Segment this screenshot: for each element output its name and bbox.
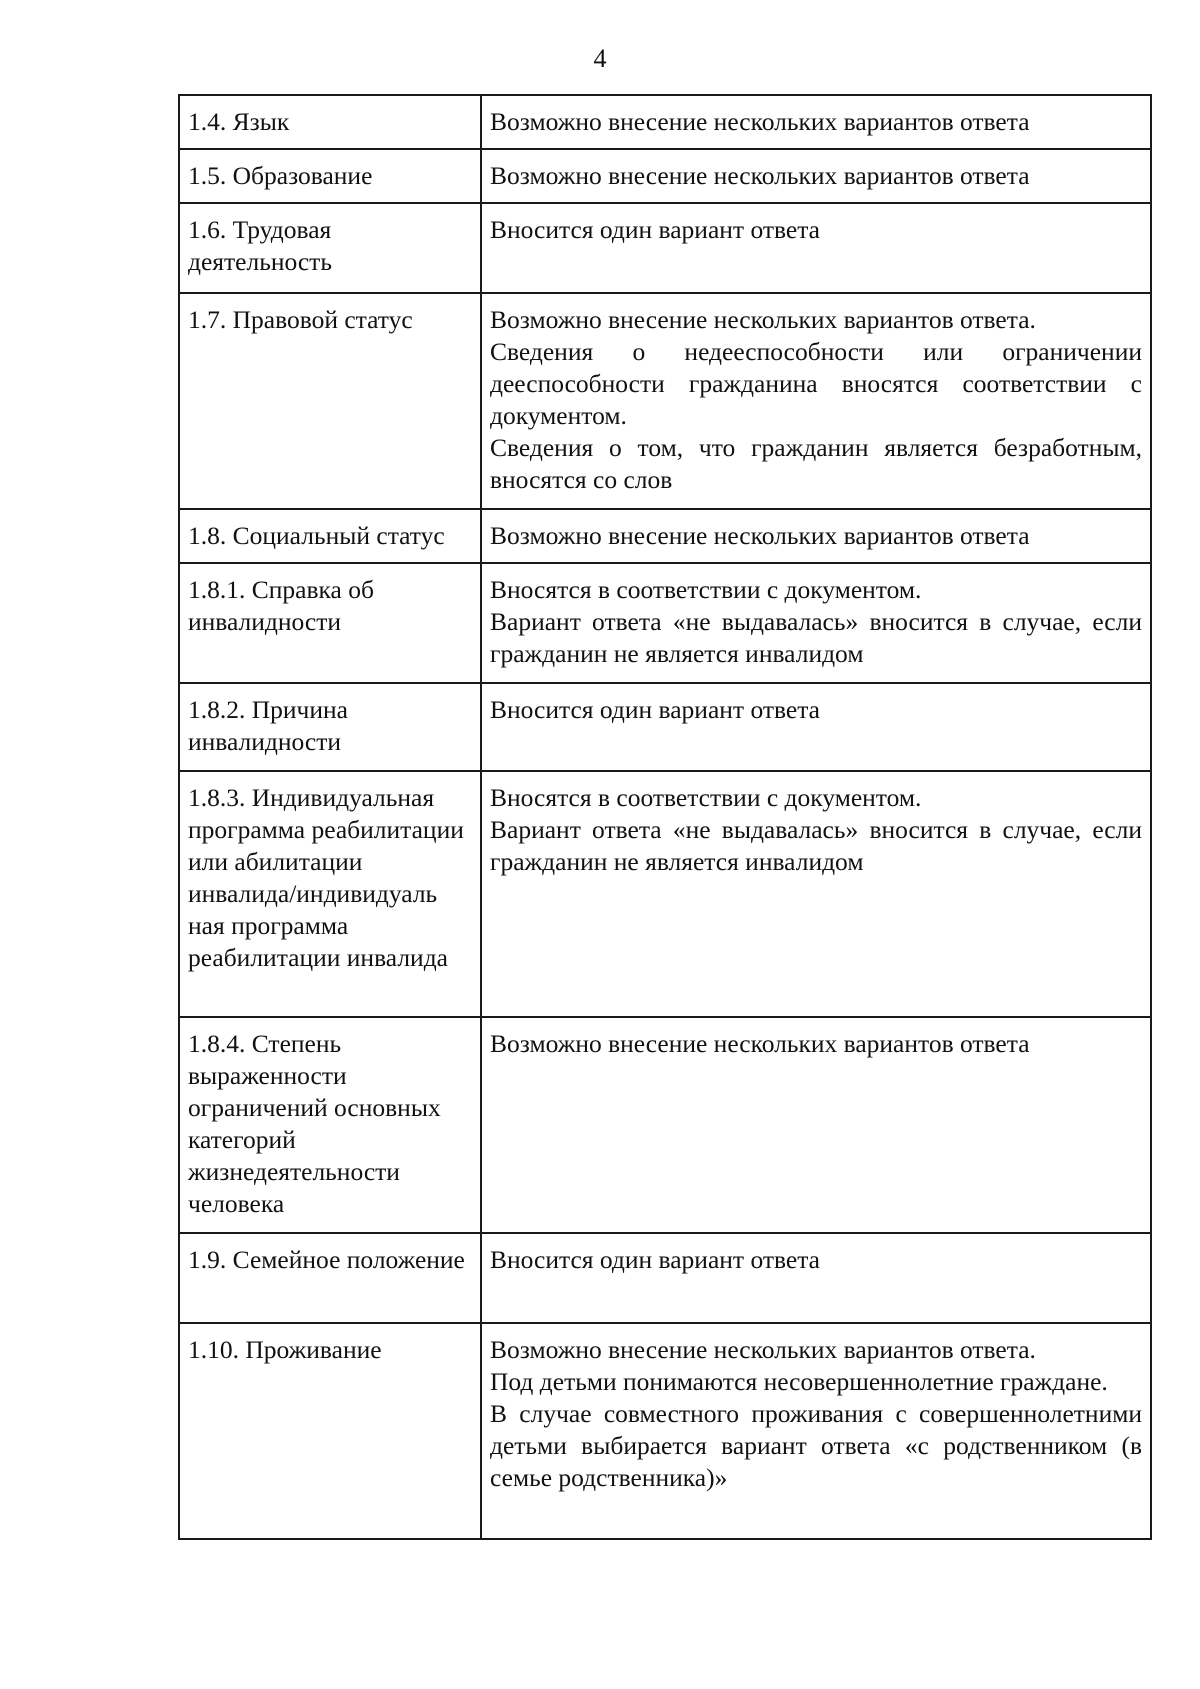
- field-label: 1.8. Социальный статус: [188, 521, 445, 550]
- table-row: [179, 293, 1151, 509]
- table-row: [179, 509, 1151, 563]
- rule-text: Возможно внесение нескольких вариантов ответа.: [490, 305, 1036, 334]
- field-label-cell: [179, 293, 481, 509]
- table-row: [179, 1323, 1151, 1539]
- field-rule-cell: [481, 95, 1151, 149]
- rule-text: В случае совместного проживания с совершеннолетними детьми выбирается вариант ответа «с родственником (в семье родственника)»: [490, 1399, 1142, 1492]
- field-label: 1.6. Трудовая деятельность: [188, 215, 332, 276]
- field-label: 1.4. Язык: [188, 107, 290, 136]
- field-label: 1.8.4. Степень выраженности ограничений основных категорий жизнедеятельности человека: [188, 1029, 441, 1218]
- rule-text: Возможно внесение нескольких вариантов ответа: [490, 1029, 1030, 1058]
- field-label-cell: [179, 563, 481, 683]
- rule-text: Вариант ответа «не выдавалась» вносится в случае, если гражданин не является инвалидом: [490, 815, 1142, 876]
- field-rule-cell: [481, 149, 1151, 203]
- table-row: [179, 1233, 1151, 1323]
- field-label: 1.8.3. Индивидуальная программа реабилитации или абилитации инвалида/индивидуаль ная программа реабилитации инвалида: [188, 783, 464, 972]
- field-label-cell: [179, 149, 481, 203]
- field-label: 1.10. Проживание: [188, 1335, 382, 1364]
- field-rule-cell: [481, 203, 1151, 293]
- table-row: [179, 683, 1151, 771]
- rule-text: Возможно внесение нескольких вариантов ответа: [490, 107, 1030, 136]
- field-rule-cell: [481, 1323, 1151, 1539]
- rule-text: Под детьми понимаются несовершеннолетние граждане.: [490, 1367, 1108, 1396]
- page-number: 4: [593, 44, 607, 73]
- field-rule-cell: [481, 563, 1151, 683]
- table-row: [179, 95, 1151, 149]
- field-label-cell: [179, 1233, 481, 1323]
- field-label-cell: [179, 771, 481, 1017]
- field-label-cell: [179, 509, 481, 563]
- rule-text: Вносится один вариант ответа: [490, 215, 820, 244]
- table-row: [179, 1017, 1151, 1233]
- field-label: 1.9. Семейное положение: [188, 1245, 465, 1274]
- field-label: 1.5. Образование: [188, 161, 373, 190]
- rule-text: Вносятся в соответствии с документом.: [490, 575, 922, 604]
- field-rule-cell: [481, 509, 1151, 563]
- table-row: [179, 771, 1151, 1017]
- rule-text: Вариант ответа «не выдавалась» вносится в случае, если гражданин не является инвалидом: [490, 607, 1142, 668]
- table-row: [179, 563, 1151, 683]
- field-rule-cell: [481, 771, 1151, 1017]
- rule-text: Вносятся в соответствии с документом.: [490, 783, 922, 812]
- field-label: 1.7. Правовой статус: [188, 305, 413, 334]
- field-rule-cell: [481, 1233, 1151, 1323]
- field-label-cell: [179, 683, 481, 771]
- table-row: [179, 149, 1151, 203]
- field-rule-cell: [481, 1017, 1151, 1233]
- field-label-cell: [179, 1323, 481, 1539]
- table-row: [179, 203, 1151, 293]
- field-label: 1.8.1. Справка об инвалидности: [188, 575, 374, 636]
- data-entry-rules-table: [178, 94, 1152, 1540]
- field-rule-cell: [481, 293, 1151, 509]
- rule-text: Вносится один вариант ответа: [490, 1245, 820, 1274]
- field-label-cell: [179, 203, 481, 293]
- rule-text: Возможно внесение нескольких вариантов ответа: [490, 521, 1030, 550]
- rule-text: Вносится один вариант ответа: [490, 695, 820, 724]
- field-rule-cell: [481, 683, 1151, 771]
- field-label-cell: [179, 1017, 481, 1233]
- field-label: 1.8.2. Причина инвалидности: [188, 695, 348, 756]
- rule-text: Возможно внесение нескольких вариантов ответа: [490, 161, 1030, 190]
- field-label-cell: [179, 95, 481, 149]
- rule-text: Возможно внесение нескольких вариантов ответа.: [490, 1335, 1036, 1364]
- rule-text: Сведения о недееспособности или ограничении дееспособности гражданина вносятся соответствии с документом.: [490, 337, 1142, 430]
- rule-text: Сведения о том, что гражданин является безработным, вносятся со слов: [490, 433, 1142, 494]
